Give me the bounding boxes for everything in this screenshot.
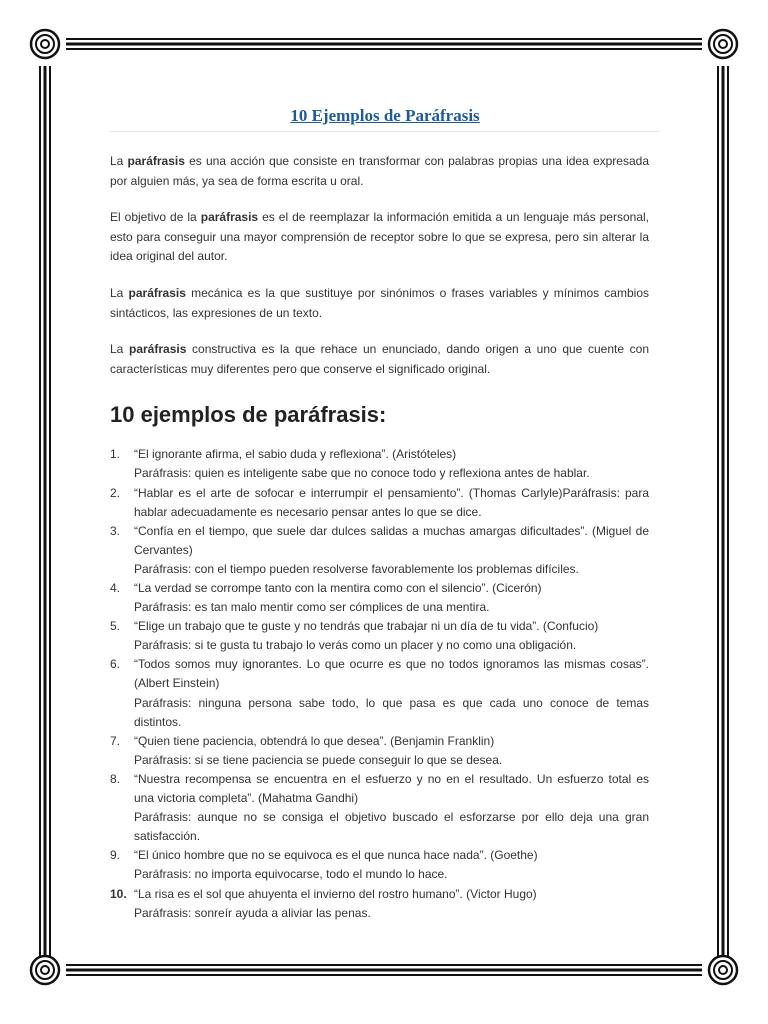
page-title[interactable]: 10 Ejemplos de Paráfrasis bbox=[290, 106, 480, 125]
example-paraphrase-line: Paráfrasis: con el tiempo pueden resolverse favorablemente los problemas difíciles. bbox=[134, 561, 579, 576]
example-number: 1. bbox=[110, 447, 121, 462]
example-item bbox=[110, 885, 649, 923]
example-paraphrase-line: Paráfrasis: es tan malo mentir como ser cómplices de una mentira. bbox=[134, 600, 490, 615]
intro-paragraph: La paráfrasis es una acción que consiste en transformar con palabras propias una idea expresada por alguien más, ya sea de forma escrita u oral. bbox=[110, 154, 649, 188]
objective-paragraph: El objetivo de la paráfrasis es el de reemplazar la información emitida a un lenguaje más personal, esto para conseguir una mayor comprensión de receptor sobre lo que se expresa, pero sin alterar la idea original del autor. bbox=[110, 210, 649, 264]
example-item bbox=[110, 617, 649, 655]
example-paraphrase-line: Paráfrasis: sonreír ayuda a aliviar las penas. bbox=[134, 905, 371, 920]
example-quote-line: “Nuestra recompensa se encuentra en el esfuerzo y no en el resultado. Un esfuerzo total es bbox=[134, 771, 649, 786]
example-quote-line: “Elige un trabajo que te guste y no tendrás que trabajar ni un día de tu vida”. (Confucio) bbox=[134, 619, 599, 634]
example-paraphrase-line: Paráfrasis: no importa equivocarse, todo el mundo lo hace. bbox=[134, 867, 448, 882]
constructive-paraphrase-paragraph: La paráfrasis constructiva es la que rehace un enunciado, dando origen a uno que cuente con características muy diferentes pero que conserve el significado original. bbox=[110, 342, 650, 376]
corner-ornament-bottom-right bbox=[709, 956, 737, 984]
example-number: 5. bbox=[110, 619, 121, 634]
example-number: 10. bbox=[110, 886, 127, 901]
example-item bbox=[110, 846, 649, 884]
example-paraphrase-line: Paráfrasis: si se tiene paciencia se puede conseguir lo que se desea. bbox=[134, 752, 503, 767]
title-divider bbox=[110, 131, 660, 132]
example-quote-line: una victoria completa”. (Mahatma Gandhi) bbox=[134, 791, 359, 806]
example-quote-line: Cervantes) bbox=[134, 542, 193, 557]
example-item bbox=[110, 445, 649, 483]
example-number: 9. bbox=[110, 848, 121, 863]
example-quote-line: “Hablar es el arte de sofocar e interrumpir el pensamiento”. (Thomas Carlyle)Paráfrasis: para bbox=[134, 485, 649, 500]
example-number: 2. bbox=[110, 485, 121, 500]
example-quote-line: “El único hombre que no se equivoca es el que nunca hace nada”. (Goethe) bbox=[134, 848, 538, 863]
example-quote-line: (Albert Einstein) bbox=[134, 676, 220, 691]
example-quote-line: “La risa es el sol que ahuyenta el invierno del rostro humano”. (Victor Hugo) bbox=[134, 886, 537, 901]
corner-ornament-top-left bbox=[31, 30, 59, 58]
corner-ornament-bottom-left bbox=[31, 956, 59, 984]
example-number: 3. bbox=[110, 523, 121, 538]
example-paraphrase-line: Paráfrasis: ninguna persona sabe todo, lo que pasa es que cada uno conoce de temas bbox=[134, 695, 649, 710]
example-item bbox=[110, 770, 649, 846]
corner-ornament-top-right bbox=[709, 30, 737, 58]
article-body bbox=[110, 152, 649, 923]
example-quote-line: distintos. bbox=[134, 714, 182, 729]
example-number: 4. bbox=[110, 581, 121, 595]
example-quote-line: “Quien tiene paciencia, obtendrá lo que desea”. (Benjamin Franklin) bbox=[134, 733, 495, 748]
example-quote-line: “El ignorante afirma, el sabio duda y reflexiona”. (Aristóteles) bbox=[134, 447, 457, 462]
example-number: 6. bbox=[110, 657, 121, 672]
example-quote-line: hablar adecuadamente es necesario pensar antes lo que se dice. bbox=[134, 504, 482, 519]
example-quote-line: “Confía en el tiempo, que suele dar dulces salidas a muchas amargas dificultades”. (Miguel de bbox=[134, 523, 649, 538]
mechanical-paraphrase-paragraph: La paráfrasis mecánica es la que sustituye por sinónimos o frases variables y mínimos cambios sintácticos, las expresiones de un texto. bbox=[110, 285, 649, 320]
example-item bbox=[110, 655, 649, 731]
example-quote-line: “La verdad se corrompe tanto con la mentira como con el silencio”. (Cicerón) bbox=[134, 581, 542, 595]
example-paraphrase-line: Paráfrasis: si te gusta tu trabajo lo verás como un placer y no como una obligación. bbox=[134, 638, 577, 653]
example-item bbox=[110, 579, 649, 617]
example-paraphrase-line: Paráfrasis: quien es inteligente sabe que no conoce todo y reflexiona antes de hablar. bbox=[134, 466, 590, 481]
example-item bbox=[110, 522, 649, 579]
examples-heading: 10 ejemplos de paráfrasis: bbox=[110, 402, 387, 428]
example-paraphrase-line: Paráfrasis: aunque no se consiga el objetivo buscado el esforzarse por ello deja una gran bbox=[134, 810, 649, 825]
example-number: 8. bbox=[110, 771, 121, 786]
example-quote-line: “Todos somos muy ignorantes. Lo que ocurre es que no todos ignoramos las mismas cosas”. bbox=[134, 657, 649, 672]
example-item bbox=[110, 484, 649, 522]
example-item bbox=[110, 732, 649, 770]
examples-list bbox=[110, 445, 649, 922]
example-number: 7. bbox=[110, 733, 121, 748]
example-quote-line: satisfacción. bbox=[134, 829, 201, 844]
